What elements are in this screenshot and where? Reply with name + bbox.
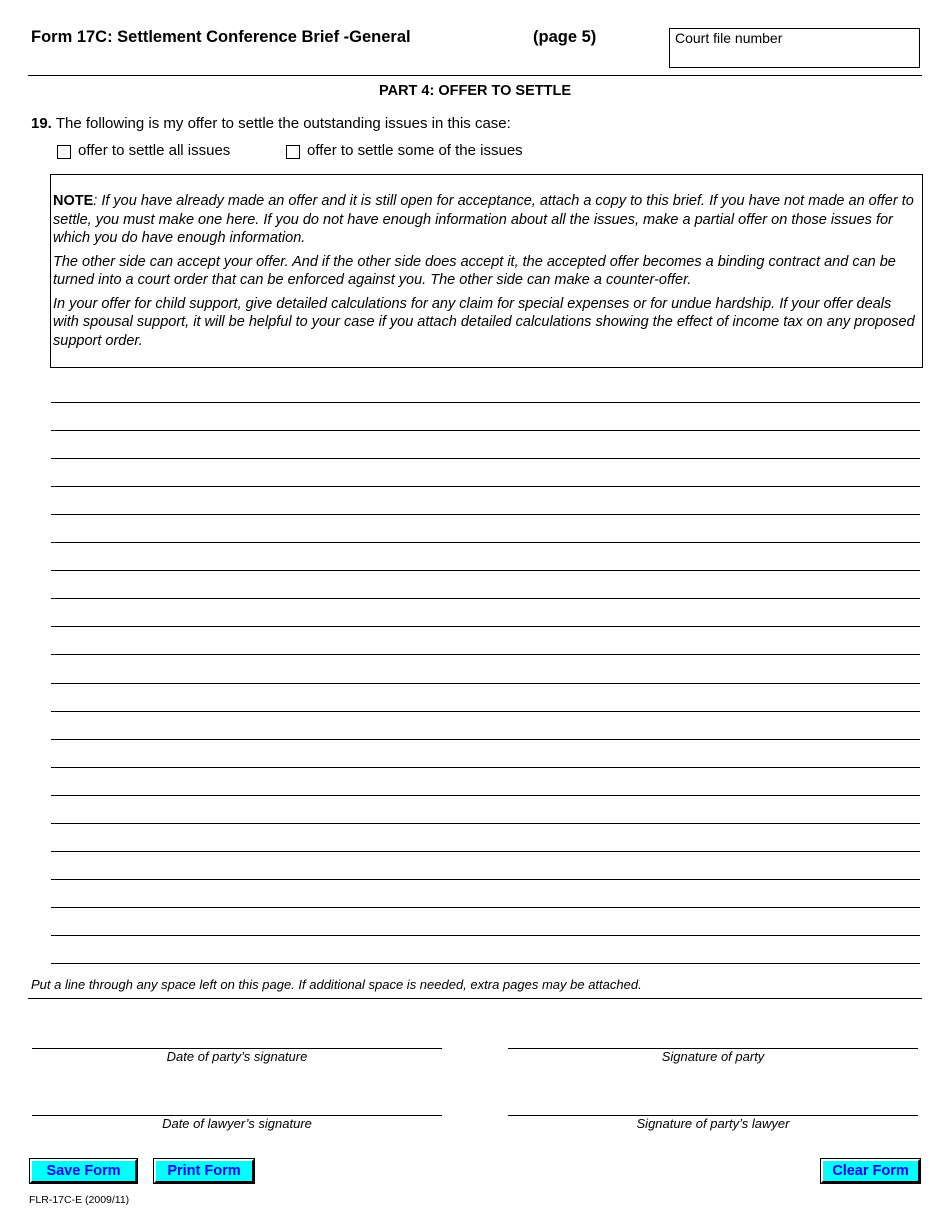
note-paragraph-2: The other side can accept your offer. And if the other side does accept it, the accepted offer becomes a binding contract and can be turned into a court order that can be enforced against you. The other side can make a counter-offer.	[53, 253, 896, 288]
lawyer-date-label: Date of lawyer’s signature	[162, 1116, 312, 1131]
save-form-button[interactable]: Save Form	[30, 1159, 137, 1183]
answer-line[interactable]	[51, 767, 920, 768]
note-paragraph-1	[53, 192, 916, 248]
note-paragraph-3: In your offer for child support, give detailed calculations for any claim for special expenses or for undue hardship. If your offer deals with spousal support, it will be helpful to your case if you attach detailed calculations showing the effect of income tax on any proposed support order.	[53, 295, 915, 349]
blank-space-instruction: Put a line through any space left on this page. If additional space is needed, extra pages may be attached.	[31, 977, 642, 992]
court-file-number-field[interactable]	[669, 28, 920, 68]
party-signature-label: Signature of party	[661, 1049, 765, 1064]
answer-line[interactable]	[51, 683, 920, 684]
answer-line[interactable]	[51, 851, 920, 852]
answer-line[interactable]	[51, 711, 920, 712]
note-box	[50, 174, 923, 368]
question-text: The following is my offer to settle the outstanding issues in this case:	[55, 115, 511, 132]
answer-line[interactable]	[51, 430, 920, 431]
note-text-1: : If you have already made an offer and it is still open for acceptance, attach a copy to this brief. If you have not made an offer to settle, you must make one here. If you do not have enough information about all the issues, make a partial offer on those issues for which you do have enough information.	[53, 193, 914, 246]
header-divider	[28, 75, 922, 76]
answer-line[interactable]	[51, 598, 920, 599]
answer-line[interactable]	[51, 458, 920, 459]
answer-line[interactable]	[51, 626, 920, 627]
clear-form-button[interactable]: Clear Form	[821, 1159, 920, 1183]
answer-line[interactable]	[51, 963, 920, 964]
answer-line[interactable]	[51, 654, 920, 655]
instruction-divider	[28, 998, 922, 999]
offer-some-issues-checkbox[interactable]	[286, 145, 300, 159]
question-19	[31, 115, 511, 132]
offer-some-issues-label: offer to settle some of the issues	[307, 142, 523, 159]
print-form-button[interactable]: Print Form	[154, 1159, 254, 1183]
answer-line[interactable]	[51, 514, 920, 515]
form-title: Form 17C: Settlement Conference Brief -General	[31, 28, 411, 46]
answer-line[interactable]	[51, 935, 920, 936]
party-date-label: Date of party’s signature	[166, 1049, 308, 1064]
offer-text-area[interactable]	[51, 374, 920, 964]
part-heading: PART 4: OFFER TO SETTLE	[379, 83, 571, 99]
answer-line[interactable]	[51, 542, 920, 543]
answer-line[interactable]	[51, 570, 920, 571]
offer-all-issues-label: offer to settle all issues	[78, 142, 231, 159]
answer-line[interactable]	[51, 795, 920, 796]
answer-line[interactable]	[51, 486, 920, 487]
note-label: NOTE	[53, 193, 94, 209]
court-file-number-label: Court file number	[675, 30, 783, 46]
answer-line[interactable]	[51, 402, 920, 403]
answer-line[interactable]	[51, 823, 920, 824]
lawyer-signature-label: Signature of party’s lawyer	[636, 1116, 790, 1131]
question-number: 19.	[31, 115, 52, 132]
answer-line[interactable]	[51, 739, 920, 740]
form-code: FLR-17C-E (2009/11)	[29, 1194, 130, 1206]
page-number: (page 5)	[533, 28, 597, 46]
answer-line[interactable]	[51, 907, 920, 908]
answer-line[interactable]	[51, 879, 920, 880]
offer-all-issues-checkbox[interactable]	[57, 145, 71, 159]
